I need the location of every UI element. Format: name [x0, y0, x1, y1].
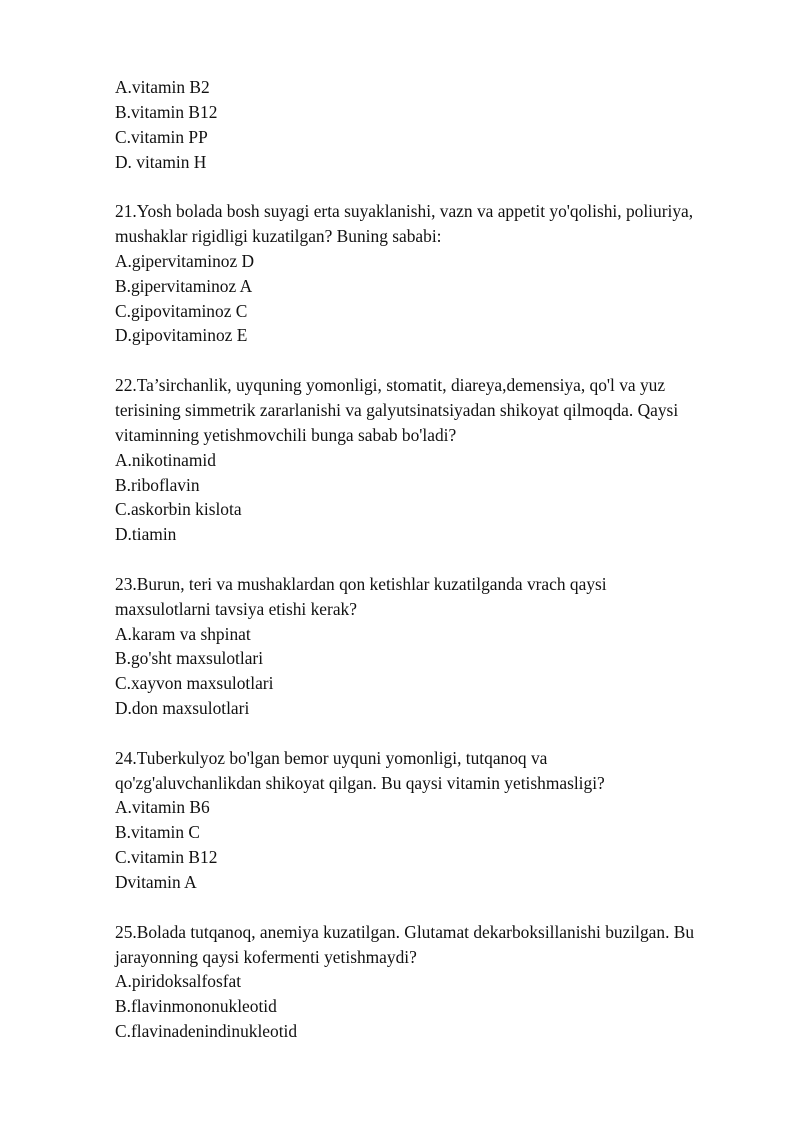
option-c: C.flavinadenindinukleotid	[115, 1021, 298, 1042]
question-text: terisining simmetrik zararlanishi va galyutsinatsiyadan shikoyat qilmoqda. Qaysi	[115, 399, 679, 420]
option-b: B.vitamin B12	[115, 101, 218, 122]
question-23	[115, 572, 755, 721]
question-text: 24.Tuberkulyoz bo'lgan bemor uyquni yomonligi, tutqanoq va	[115, 747, 548, 768]
question-text: 23.Burun, teri va mushaklardan qon ketishlar kuzatilganda vrach qaysi	[115, 573, 607, 594]
question-text: 25.Bolada tutqanoq, anemiya kuzatilgan. Glutamat dekarboksillanishi buzilgan. Bu	[115, 921, 695, 942]
question-21	[115, 199, 755, 348]
option-b: B.gipervitaminoz A	[115, 275, 253, 296]
question-text: vitaminning yetishmovchili bunga sabab bo'ladi?	[115, 424, 457, 445]
option-a: A.piridoksalfosfat	[115, 971, 242, 992]
option-b: B.go'sht maxsulotlari	[115, 648, 264, 669]
option-d: D. vitamin H	[115, 151, 207, 172]
option-b: B.riboflavin	[115, 474, 200, 495]
option-a: A.karam va shpinat	[115, 623, 251, 644]
question-text: qo'zg'aluvchanlikdan shikoyat qilgan. Bu qaysi vitamin yetishmasligi?	[115, 772, 605, 793]
paragraph-gap	[115, 348, 755, 373]
option-a: A.gipervitaminoz D	[115, 250, 255, 271]
paragraph-gap	[115, 174, 755, 199]
question-text: 22.Ta’sirchanlik, uyquning yomonligi, stomatit, diareya,demensiya, qo'l va yuz	[115, 375, 666, 396]
question-25	[115, 920, 755, 1044]
option-d: D.don maxsulotlari	[115, 698, 250, 719]
question-22	[115, 373, 755, 547]
option-a: A.nikotinamid	[115, 449, 216, 470]
question-24	[115, 746, 755, 895]
option-c: C.vitamin B12	[115, 847, 218, 868]
question-20-options	[115, 75, 755, 174]
question-text: maxsulotlarni tavsiya etishi kerak?	[115, 598, 357, 619]
paragraph-gap	[115, 721, 755, 746]
paragraph-gap	[115, 547, 755, 572]
option-a: A.vitamin B6	[115, 797, 210, 818]
option-d: D.gipovitaminoz E	[115, 325, 248, 346]
question-text: 21.Yosh bolada bosh suyagi erta suyaklanishi, vazn va appetit yo'qolishi, poliuriya,	[115, 201, 694, 222]
document-body	[115, 75, 755, 1044]
option-c: C.askorbin kislota	[115, 499, 242, 520]
question-text: mushaklar rigidligi kuzatilgan? Buning sababi:	[115, 226, 442, 247]
option-a: A.vitamin B2	[115, 77, 210, 97]
question-text: jarayonning qaysi kofermenti yetishmaydi?	[115, 946, 417, 967]
option-d: Dvitamin A	[115, 872, 197, 892]
option-d: D.tiamin	[115, 524, 177, 545]
option-b: B.vitamin C	[115, 822, 201, 843]
option-c: C.xayvon maxsulotlari	[115, 673, 274, 694]
option-c: C.gipovitaminoz C	[115, 300, 248, 321]
option-b: B.flavinmononukleotid	[115, 996, 277, 1017]
paragraph-gap	[115, 895, 755, 920]
option-c: C.vitamin PP	[115, 126, 208, 147]
